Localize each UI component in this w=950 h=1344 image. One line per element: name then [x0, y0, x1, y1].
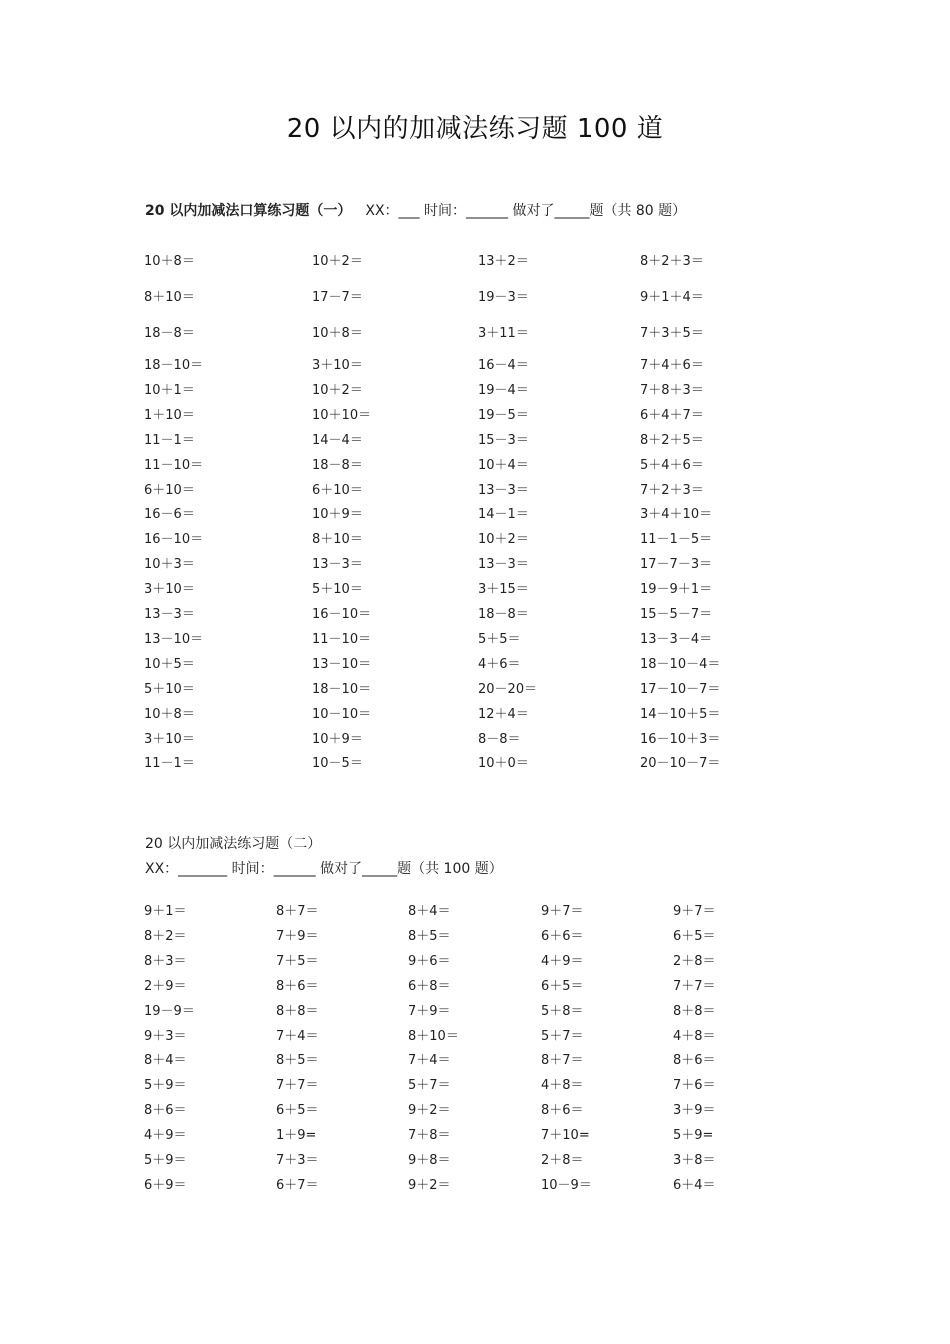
section2-problem: 7＋10= [541, 1128, 590, 1144]
section2-problem: 8＋4＝ [408, 904, 451, 919]
section1-problem: 16－10＋3＝ [640, 731, 721, 747]
section1-problem: 19－5＝ [478, 407, 529, 423]
section1-problem: 10＋0＝ [478, 756, 529, 772]
section2-problem: 5＋9＝ [144, 1078, 187, 1094]
section2-problem: 5＋9= [673, 1128, 714, 1144]
section1-problem: 8＋2＋5＝ [640, 432, 704, 448]
section1-problem: 7＋4＋6＝ [640, 358, 704, 373]
section1-problem: 4＋6＝ [478, 656, 521, 672]
section1-problem: 18－8＝ [312, 457, 363, 473]
section2-problem: 8＋6＝ [673, 1053, 716, 1069]
section2-problem: 7＋6＝ [673, 1078, 716, 1094]
section2-problem: 9＋6＝ [408, 953, 451, 969]
section1-problem: 7＋8＋3＝ [640, 382, 704, 398]
section1-problem: 10＋5＝ [144, 656, 195, 672]
section1-problem: 8＋10＝ [144, 290, 195, 305]
section1-problem: 10＋8＝ [144, 254, 195, 269]
section2-info: XX：_______ 时间：______ 做对了_____题（共 100 题） [145, 861, 503, 877]
section1-problem: 14－1＝ [478, 507, 529, 523]
section2-problem: 9＋2＝ [408, 1103, 451, 1119]
section1-problem: 17－7＝ [312, 290, 363, 305]
section1-problem: 16－10＝ [144, 532, 204, 548]
section1-problem: 13－3－4＝ [640, 631, 713, 647]
section1-problem: 18－10＝ [144, 358, 204, 373]
section2-problem: 8＋3＝ [144, 953, 187, 969]
section1-problem: 7＋2＋3＝ [640, 482, 704, 498]
section2-problem: 8＋7＝ [276, 904, 319, 919]
section2-problem: 9＋1＝ [144, 904, 187, 919]
section2-problem: 8＋6＝ [541, 1103, 584, 1119]
section2-problem: 1＋9= [276, 1128, 317, 1144]
section1-problem: 3＋10＝ [144, 731, 195, 747]
section1-problem: 3＋4＋10＝ [640, 507, 713, 523]
section2-problem: 5＋7＝ [408, 1078, 451, 1094]
section2-problem: 9＋7＝ [673, 904, 716, 919]
section1-problem: 10＋2＝ [478, 532, 529, 548]
section1-problem: 11－1＝ [144, 756, 195, 772]
section2-problem: 7＋7＝ [276, 1078, 319, 1094]
section1-problem: 13＋2＝ [478, 254, 529, 269]
section2-problem: 5＋8＝ [541, 1003, 584, 1019]
section2-problem: 6＋7＝ [276, 1177, 319, 1193]
section1-problem: 7＋3＋5＝ [640, 326, 704, 341]
section1-problem: 5＋5＝ [478, 631, 521, 647]
section1-problem: 3＋15＝ [478, 582, 529, 598]
section1-problem: 20－10－7＝ [640, 756, 721, 772]
section1-problem: 5＋4＋6＝ [640, 457, 704, 473]
section1-problem: 19－4＝ [478, 382, 529, 398]
section1-problem: 19－9＋1＝ [640, 582, 713, 598]
section2-problem: 9＋7＝ [541, 904, 584, 919]
section1-problem: 10＋9＝ [312, 731, 363, 747]
section1-problem: 6＋4＋7＝ [640, 407, 704, 423]
section2-problem: 10－9＝ [541, 1177, 592, 1193]
section2-problem: 7＋5＝ [276, 953, 319, 969]
section1-problem: 6＋10＝ [312, 482, 363, 498]
section1-problem: 11－1－5＝ [640, 532, 713, 548]
section1-problem: 15－3＝ [478, 432, 529, 448]
section1-problem: 10＋2＝ [312, 382, 363, 398]
section1-problem: 13－10＝ [312, 656, 372, 672]
section2-problem: 8＋6＝ [276, 978, 319, 994]
section1-problem: 20－20＝ [478, 681, 538, 697]
section1-problem: 17－10－7＝ [640, 681, 721, 697]
section2-problem: 4＋8＝ [541, 1078, 584, 1094]
section1-problem: 10＋10＝ [312, 407, 372, 423]
section2-problem: 9＋3＝ [144, 1028, 187, 1044]
section2-problem: 2＋8＝ [673, 953, 716, 969]
section2-problem: 8＋8＝ [673, 1003, 716, 1019]
page-title: 20 以内的加减法练习题 100 道 [286, 114, 664, 144]
section1-problem: 10＋1＝ [144, 382, 195, 398]
section1-problem: 10＋8＝ [144, 706, 195, 722]
section1-problem: 16－6＝ [144, 507, 195, 523]
section1-problem: 11－10＝ [144, 457, 204, 473]
section1-problem: 3＋10＝ [144, 582, 195, 598]
section2-problem: 8＋6＝ [144, 1103, 187, 1119]
section2-problem: 5＋7＝ [541, 1028, 584, 1044]
section1-problem: 3＋10＝ [312, 358, 363, 373]
section1-problem: 14－10＋5＝ [640, 706, 721, 722]
section1-problem: 14－4＝ [312, 432, 363, 448]
section2-problem: 3＋9＝ [673, 1103, 716, 1119]
section2-problem: 8＋10＝ [408, 1028, 459, 1044]
section2-problem: 4＋9＝ [144, 1128, 187, 1144]
section1-problem: 1＋10＝ [144, 407, 195, 423]
section2-problem: 8＋5＝ [408, 928, 451, 944]
section1-problem: 13－3＝ [312, 557, 363, 573]
section1-problem: 10＋2＝ [312, 254, 363, 269]
section1-problem: 18－10－4＝ [640, 656, 721, 672]
section2-problem: 9＋2＝ [408, 1177, 451, 1193]
section2-problem: 5＋9＝ [144, 1153, 187, 1168]
section1-problem: 13－3＝ [478, 482, 529, 498]
section2-problem: 7＋3＝ [276, 1153, 319, 1168]
section1-problem: 8－8＝ [478, 731, 521, 747]
section2-problem: 6＋6＝ [541, 928, 584, 944]
section1-problem: 10－5＝ [312, 756, 363, 772]
section2-problem: 7＋4＝ [408, 1053, 451, 1069]
section1-problem: 5＋10＝ [312, 582, 363, 598]
section1-problem: 5＋10＝ [144, 681, 195, 697]
section1-header [145, 200, 686, 220]
section2-problem: 7＋9＝ [408, 1003, 451, 1019]
section2-problem: 7＋8＝ [408, 1128, 451, 1144]
section2-problem: 6＋5＝ [541, 978, 584, 994]
section1-problem: 18－8＝ [144, 326, 195, 341]
section1-problem: 10＋8＝ [312, 326, 363, 341]
section1-problem: 10＋9＝ [312, 507, 363, 523]
section1-problem: 18－10＝ [312, 681, 372, 697]
section2-problem: 8＋8＝ [276, 1003, 319, 1019]
section1-problem: 9＋1＋4＝ [640, 290, 704, 305]
section1-problem: 10＋3＝ [144, 557, 195, 573]
section2-problem: 4＋9＝ [541, 953, 584, 969]
section2-problem: 7＋4＝ [276, 1028, 319, 1044]
section1-problem: 15－5－7＝ [640, 607, 713, 622]
section2-problem: 7＋9＝ [276, 928, 319, 944]
section2-title: 20 以内加减法练习题（二） [145, 836, 322, 852]
section1-problem: 8＋10＝ [312, 532, 363, 548]
section1-problem: 17－7－3＝ [640, 557, 713, 573]
section1-problem: 16－4＝ [478, 358, 529, 373]
section2-problem: 6＋4＝ [673, 1177, 716, 1193]
section1-problem: 13－3＝ [478, 557, 529, 573]
section2-problem: 2＋8＝ [541, 1153, 584, 1168]
section1-problem: 3＋11＝ [478, 326, 529, 341]
section1-info: XX：___ 时间：______ 做对了_____题（共 80 题） [365, 203, 687, 219]
section1-problem: 6＋10＝ [144, 482, 195, 498]
section1-problem: 16－10＝ [312, 607, 372, 622]
section1-problem: 13－3＝ [144, 607, 195, 622]
section1-problem: 11－1＝ [144, 432, 195, 448]
section2-problem: 6＋9＝ [144, 1177, 187, 1193]
section2-problem: 8＋7＝ [541, 1053, 584, 1069]
section2-problem: 7＋7＝ [673, 978, 716, 994]
section1-problem: 11－10＝ [312, 631, 372, 647]
section2-problem: 8＋2＝ [144, 928, 187, 944]
section1-problem: 12＋4＝ [478, 706, 529, 722]
section2-problem: 3＋8＝ [673, 1153, 716, 1168]
section1-problem: 10＋4＝ [478, 457, 529, 473]
section2-problem: 6＋8＝ [408, 978, 451, 994]
section2-problem: 2＋9＝ [144, 978, 187, 994]
section2-problem: 9＋8＝ [408, 1153, 451, 1168]
section1-problem: 19－3＝ [478, 290, 529, 305]
section1-problem: 10－10＝ [312, 706, 372, 722]
section2-problem: 8＋4＝ [144, 1053, 187, 1069]
section2-problem: 6＋5＝ [276, 1103, 319, 1119]
section2-problem: 8＋5＝ [276, 1053, 319, 1069]
section2-problem: 19－9＝ [144, 1003, 195, 1019]
section1-title: 20 以内加减法口算练习题（一） [145, 203, 352, 219]
section1-problem: 8＋2＋3＝ [640, 254, 704, 269]
section2-problem: 4＋8＝ [673, 1028, 716, 1044]
section2-problem: 6＋5＝ [673, 928, 716, 944]
section1-problem: 13－10＝ [144, 631, 204, 647]
section1-problem: 18－8＝ [478, 607, 529, 622]
